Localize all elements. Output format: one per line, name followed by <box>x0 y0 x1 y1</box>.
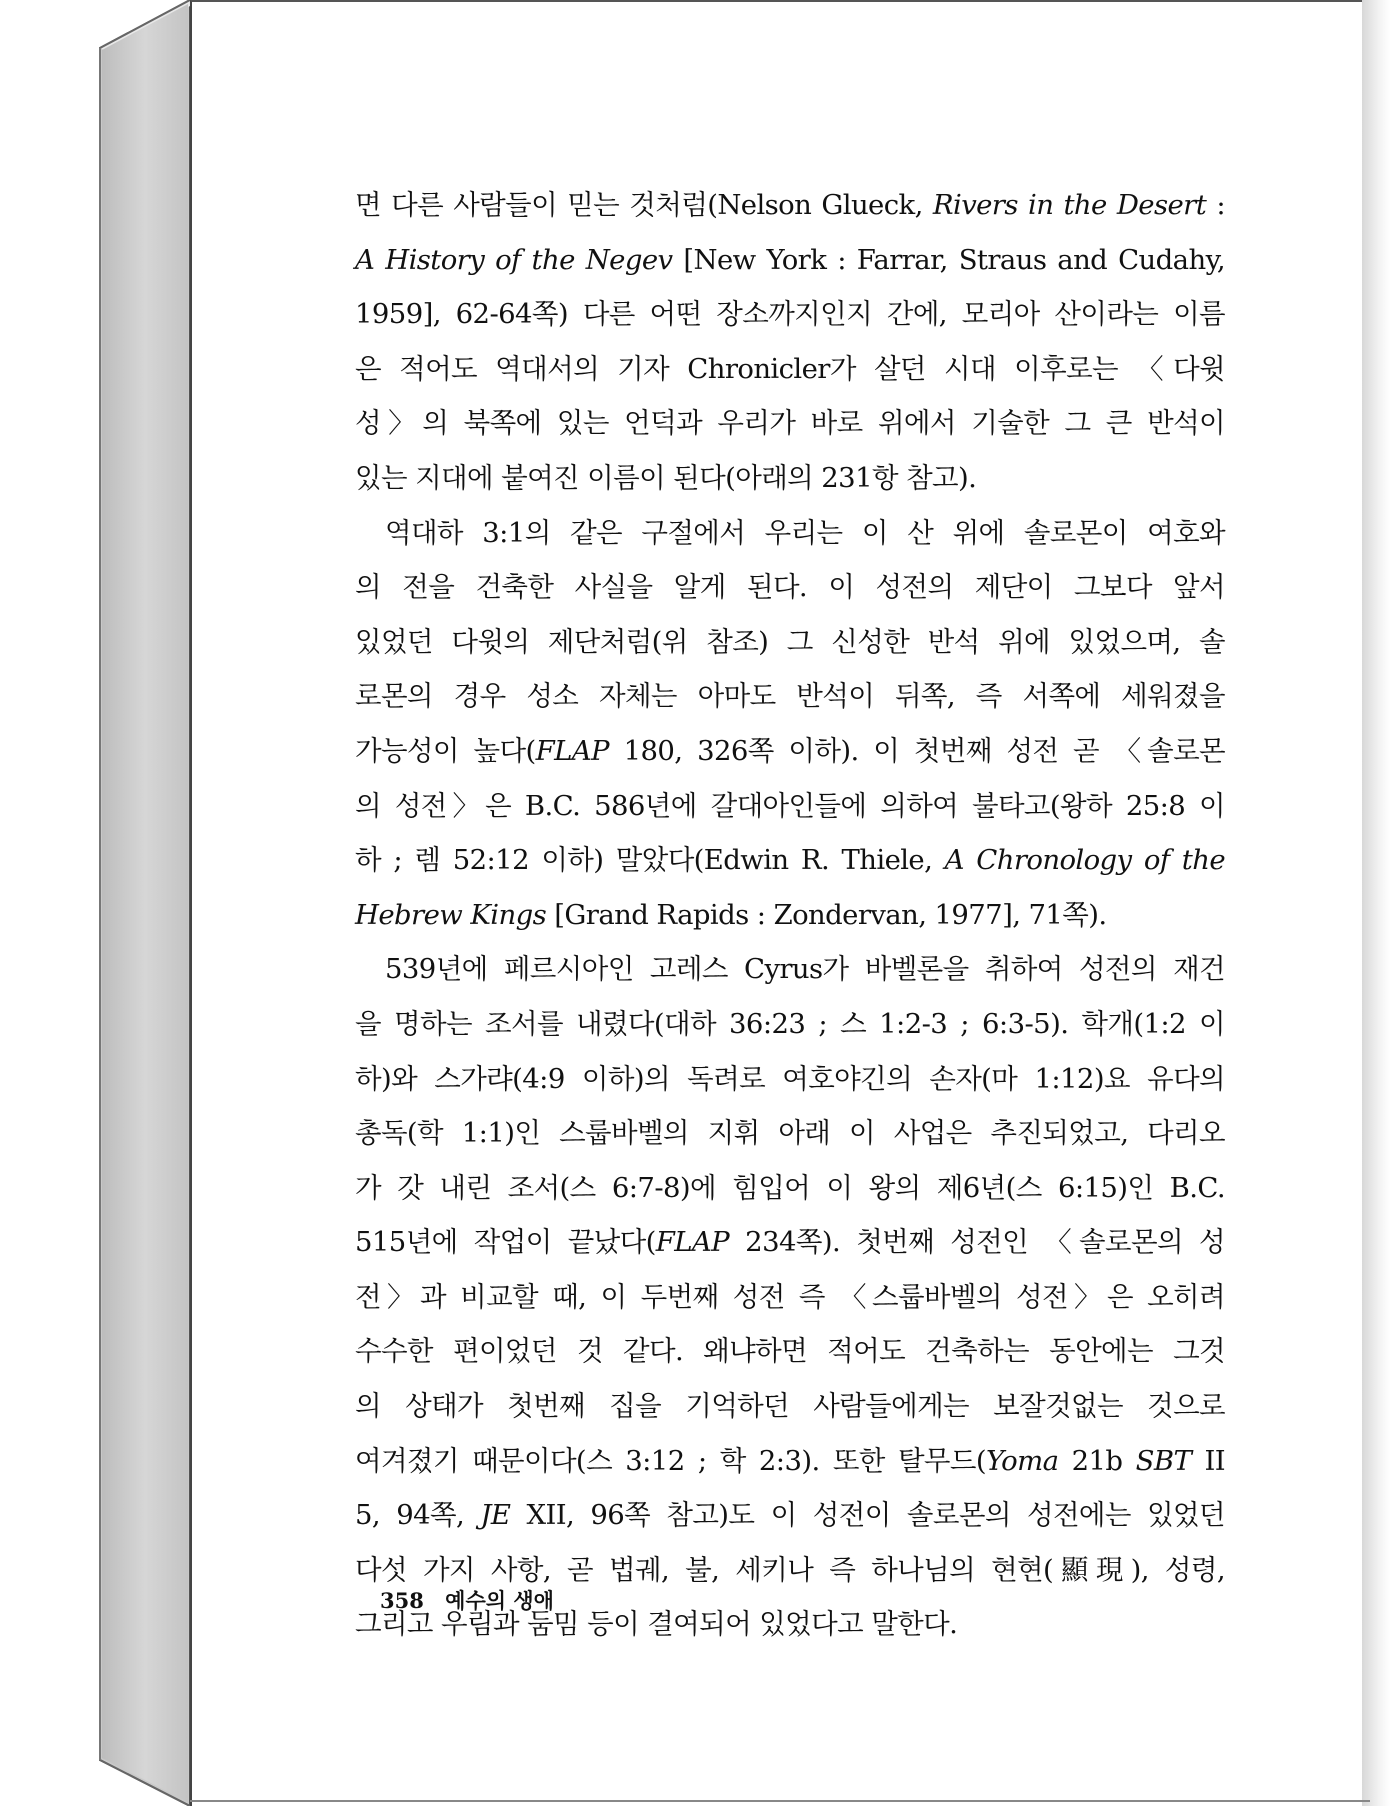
text-run: [New York : Farrar, Straus and Cudahy, <box>672 243 1225 276</box>
text-run: 180, 326쪽 이하). 이 첫번째 성전 곧 〈솔로몬 <box>608 734 1225 767</box>
italic-text-run: A History of the Negev <box>355 243 673 276</box>
text-run: 515년에 작업이 끝났다( <box>355 1226 656 1259</box>
text-run: 의 성전〉은 B.C. 586년에 갈대아인들에 의하여 불타고(왕하 25:8 이 <box>355 789 1225 822</box>
text-line <box>355 1270 1225 1325</box>
text-run: [Grand Rapids : Zondervan, 1977], 71쪽). <box>546 898 1107 931</box>
text-run: : <box>1206 189 1225 221</box>
text-line <box>355 178 1225 233</box>
page-bottom-edge <box>190 1800 1370 1802</box>
text-run: 수수한 편이었던 것 같다. 왜냐하면 적어도 건축하는 동안에는 그것 <box>355 1335 1225 1368</box>
text-run: 5, 94쪽, <box>355 1499 481 1532</box>
italic-text-run: FLAP <box>655 1226 730 1259</box>
text-run: 가 갓 내린 조서(스 6:7-8)에 힘입어 이 왕의 제6년(스 6:15)인 B.C. <box>355 1171 1225 1204</box>
text-run: 그리고 우림과 둠밈 등이 결여되어 있었다고 말한다. <box>355 1608 958 1641</box>
italic-text-run: A Chronology of the <box>944 844 1226 877</box>
text-line <box>355 1161 1225 1216</box>
text-line <box>355 1052 1225 1107</box>
text-line <box>355 1379 1225 1434</box>
italic-text-run: SBT <box>1135 1444 1192 1477</box>
italic-text-run: JE <box>480 1499 511 1532</box>
text-run: 다섯 가지 사항, 곧 법궤, 불, 세키나 즉 하나님의 현현(顯現), 성령, <box>355 1553 1225 1586</box>
text-run: 의 상태가 첫번째 집을 기억하던 사람들에게는 보잘것없는 것으로 <box>355 1390 1225 1423</box>
text-run: 하 ; 렘 52:12 이하) 말았다(Edwin R. Thiele, <box>355 844 945 877</box>
text-line <box>355 1324 1225 1379</box>
text-line <box>355 1488 1225 1543</box>
text-line <box>355 833 1225 888</box>
running-title: 예수의 생애 <box>445 1588 554 1613</box>
page-edge-shadow <box>1362 0 1390 1806</box>
text-line <box>355 615 1225 670</box>
text-run: 의 전을 건축한 사실을 알게 된다. 이 성전의 제단이 그보다 앞서 <box>355 571 1225 604</box>
text-run: 역대하 3:1의 같은 구절에서 우리는 이 산 위에 솔로몬이 여호와 <box>385 516 1225 549</box>
text-line <box>355 779 1225 834</box>
text-line <box>355 997 1225 1052</box>
italic-text-run: Yoma <box>986 1444 1059 1477</box>
text-run: 234쪽). 첫번째 성전인 〈솔로몬의 성 <box>729 1226 1225 1259</box>
text-run: 있는 지대에 붙여진 이름이 된다(아래의 231항 참고). <box>355 461 977 494</box>
text-line <box>355 506 1225 561</box>
text-run: II <box>1191 1444 1225 1477</box>
page-footer <box>380 1585 554 1615</box>
text-run: 을 명하는 조서를 내렸다(대하 36:23 ; 스 1:2-3 ; 6:3-5). 학개(1:2 이 <box>355 1007 1225 1040</box>
page-number: 358 <box>380 1588 424 1613</box>
text-run: 1959], 62-64쪽) 다른 어떤 장소까지인지 간에, 모리아 산이라는 이름 <box>355 298 1225 331</box>
text-run: 539년에 페르시아인 고레스 Cyrus가 바벨론을 취하여 성전의 재건 <box>385 953 1225 986</box>
italic-text-run: Rivers in the Desert <box>932 189 1207 221</box>
text-run: 로몬의 경우 성소 자체는 아마도 반석이 뒤쪽, 즉 서쪽에 세워졌을 <box>355 680 1225 713</box>
text-line <box>355 1215 1225 1270</box>
text-run: 여겨졌기 때문이다(스 3:12 ; 학 2:3). 또한 탈무드( <box>355 1444 986 1477</box>
text-line <box>355 1106 1225 1161</box>
text-line <box>355 560 1225 615</box>
text-line <box>355 233 1225 288</box>
text-line <box>355 396 1225 451</box>
text-line <box>355 342 1225 397</box>
text-run: 총독(학 1:1)인 스룹바벨의 지휘 아래 이 사업은 추진되었고, 다리오 <box>355 1117 1225 1150</box>
text-line <box>355 942 1225 997</box>
text-line <box>355 724 1225 779</box>
italic-text-run: Hebrew Kings <box>355 898 547 931</box>
book-spine <box>0 0 200 1806</box>
text-run: 성〉의 북쪽에 있는 언덕과 우리가 바로 위에서 기술한 그 큰 반석이 <box>355 407 1225 440</box>
text-run: 전〉과 비교할 때, 이 두번째 성전 즉 〈스룹바벨의 성전〉은 오히려 <box>355 1280 1225 1313</box>
text-line <box>355 669 1225 724</box>
text-line <box>355 287 1225 342</box>
text-run: 있었던 다윗의 제단처럼(위 참조) 그 신성한 반석 위에 있었으며, 솔 <box>355 625 1225 658</box>
text-run: XII, 96쪽 참고)도 이 성전이 솔로몬의 성전에는 있었던 <box>510 1499 1225 1532</box>
italic-text-run: FLAP <box>535 734 609 767</box>
text-run: 21b <box>1058 1444 1136 1477</box>
text-run: 하)와 스가랴(4:9 이하)의 독려로 여호야긴의 손자(마 1:12)요 유다의 <box>355 1062 1225 1095</box>
text-line <box>355 888 1225 943</box>
text-run: 면 다른 사람들이 믿는 것처럼(Nelson Glueck, <box>355 189 933 221</box>
body-text <box>355 178 1225 1652</box>
text-run: 가능성이 높다( <box>355 734 536 767</box>
text-run: 은 적어도 역대서의 기자 Chronicler가 살던 시대 이후로는 〈다윗 <box>355 352 1225 385</box>
text-line <box>355 1434 1225 1489</box>
text-line <box>355 451 1225 506</box>
